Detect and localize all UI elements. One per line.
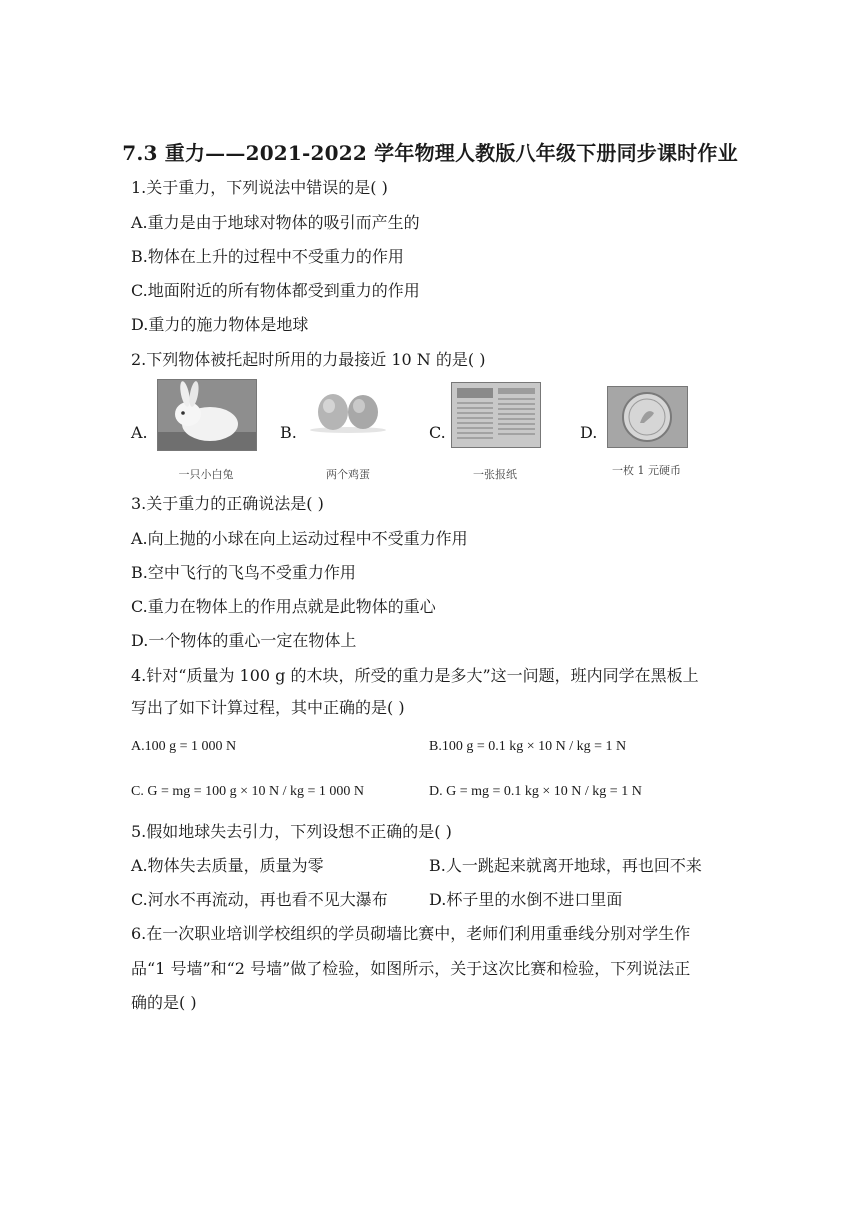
question-5-option-a: A.物体失去质量，质量为零 <box>131 856 324 875</box>
rabbit-image <box>157 379 257 451</box>
question-5-option-d: D.杯子里的水倒不进口里面 <box>429 890 623 909</box>
question-1-stem: 1.关于重力，下列说法中错误的是( ) <box>131 178 388 197</box>
question-3-option-b: B.空中飞行的飞鸟不受重力作用 <box>131 563 356 582</box>
question-4-option-c: C. G = mg = 100 g × 10 N / kg = 1 000 N <box>131 784 365 799</box>
question-2-option-d-caption: 一枚 1 元硬币 <box>612 464 681 477</box>
question-1-option-a: A.重力是由于地球对物体的吸引而产生的 <box>131 213 420 232</box>
question-4-stem-line-1: 4.针对“质量为 100 g 的木块，所受的重力是多大”这一问题，班内同学在黑板上 <box>131 666 699 685</box>
question-4-option-b: B.100 g = 0.1 kg × 10 N / kg = 1 N <box>429 739 627 754</box>
question-1-option-c: C.地面附近的所有物体都受到重力的作用 <box>131 281 420 300</box>
question-4-option-d: D. G = mg = 0.1 kg × 10 N / kg = 1 N <box>429 784 642 799</box>
question-6-line-1: 6.在一次职业培训学校组织的学员砌墙比赛中，老师们利用重垂线分别对学生作 <box>131 924 691 943</box>
page-title: 7.3 重力——2021-2022 学年物理人教版八年级下册同步课时作业 <box>122 141 738 165</box>
question-2-option-a-letter: A. <box>131 423 148 442</box>
question-4-option-a: A.100 g = 1 000 N <box>131 739 237 754</box>
question-1-option-d: D.重力的施力物体是地球 <box>131 315 309 334</box>
question-2-option-a-caption: 一只小白兔 <box>178 468 234 481</box>
question-6-line-2: 品“1 号墙”和“2 号墙”做了检验，如图所示，关于这次比赛和检验，下列说法正 <box>131 959 691 978</box>
question-5-stem: 5.假如地球失去引力，下列设想不正确的是( ) <box>131 822 452 841</box>
question-2-option-c-caption: 一张报纸 <box>473 468 517 481</box>
question-2-option-d-letter: D. <box>580 423 598 442</box>
coin-image <box>607 386 688 448</box>
question-5-option-b: B.人一跳起来就离开地球，再也回不来 <box>429 856 702 875</box>
question-5-option-c: C.河水不再流动，再也看不见大瀑布 <box>131 890 388 909</box>
question-3-stem: 3.关于重力的正确说法是( ) <box>131 494 324 513</box>
question-2-option-b-caption: 两个鸡蛋 <box>326 468 370 481</box>
question-3-option-d: D.一个物体的重心一定在物体上 <box>131 631 357 650</box>
question-6-line-3: 确的是( ) <box>131 993 197 1012</box>
question-1-option-b: B.物体在上升的过程中不受重力的作用 <box>131 247 404 266</box>
newspaper-image <box>451 382 541 448</box>
question-2-option-c-letter: C. <box>429 423 446 442</box>
question-2-option-b-letter: B. <box>280 423 297 442</box>
question-4-stem-line-2: 写出了如下计算过程，其中正确的是( ) <box>131 698 405 717</box>
eggs-image <box>303 386 393 436</box>
question-3-option-a: A.向上抛的小球在向上运动过程中不受重力作用 <box>131 529 468 548</box>
question-2-stem: 2.下列物体被托起时所用的力最接近 10 N 的是( ) <box>131 350 486 369</box>
question-3-option-c: C.重力在物体上的作用点就是此物体的重心 <box>131 597 436 616</box>
